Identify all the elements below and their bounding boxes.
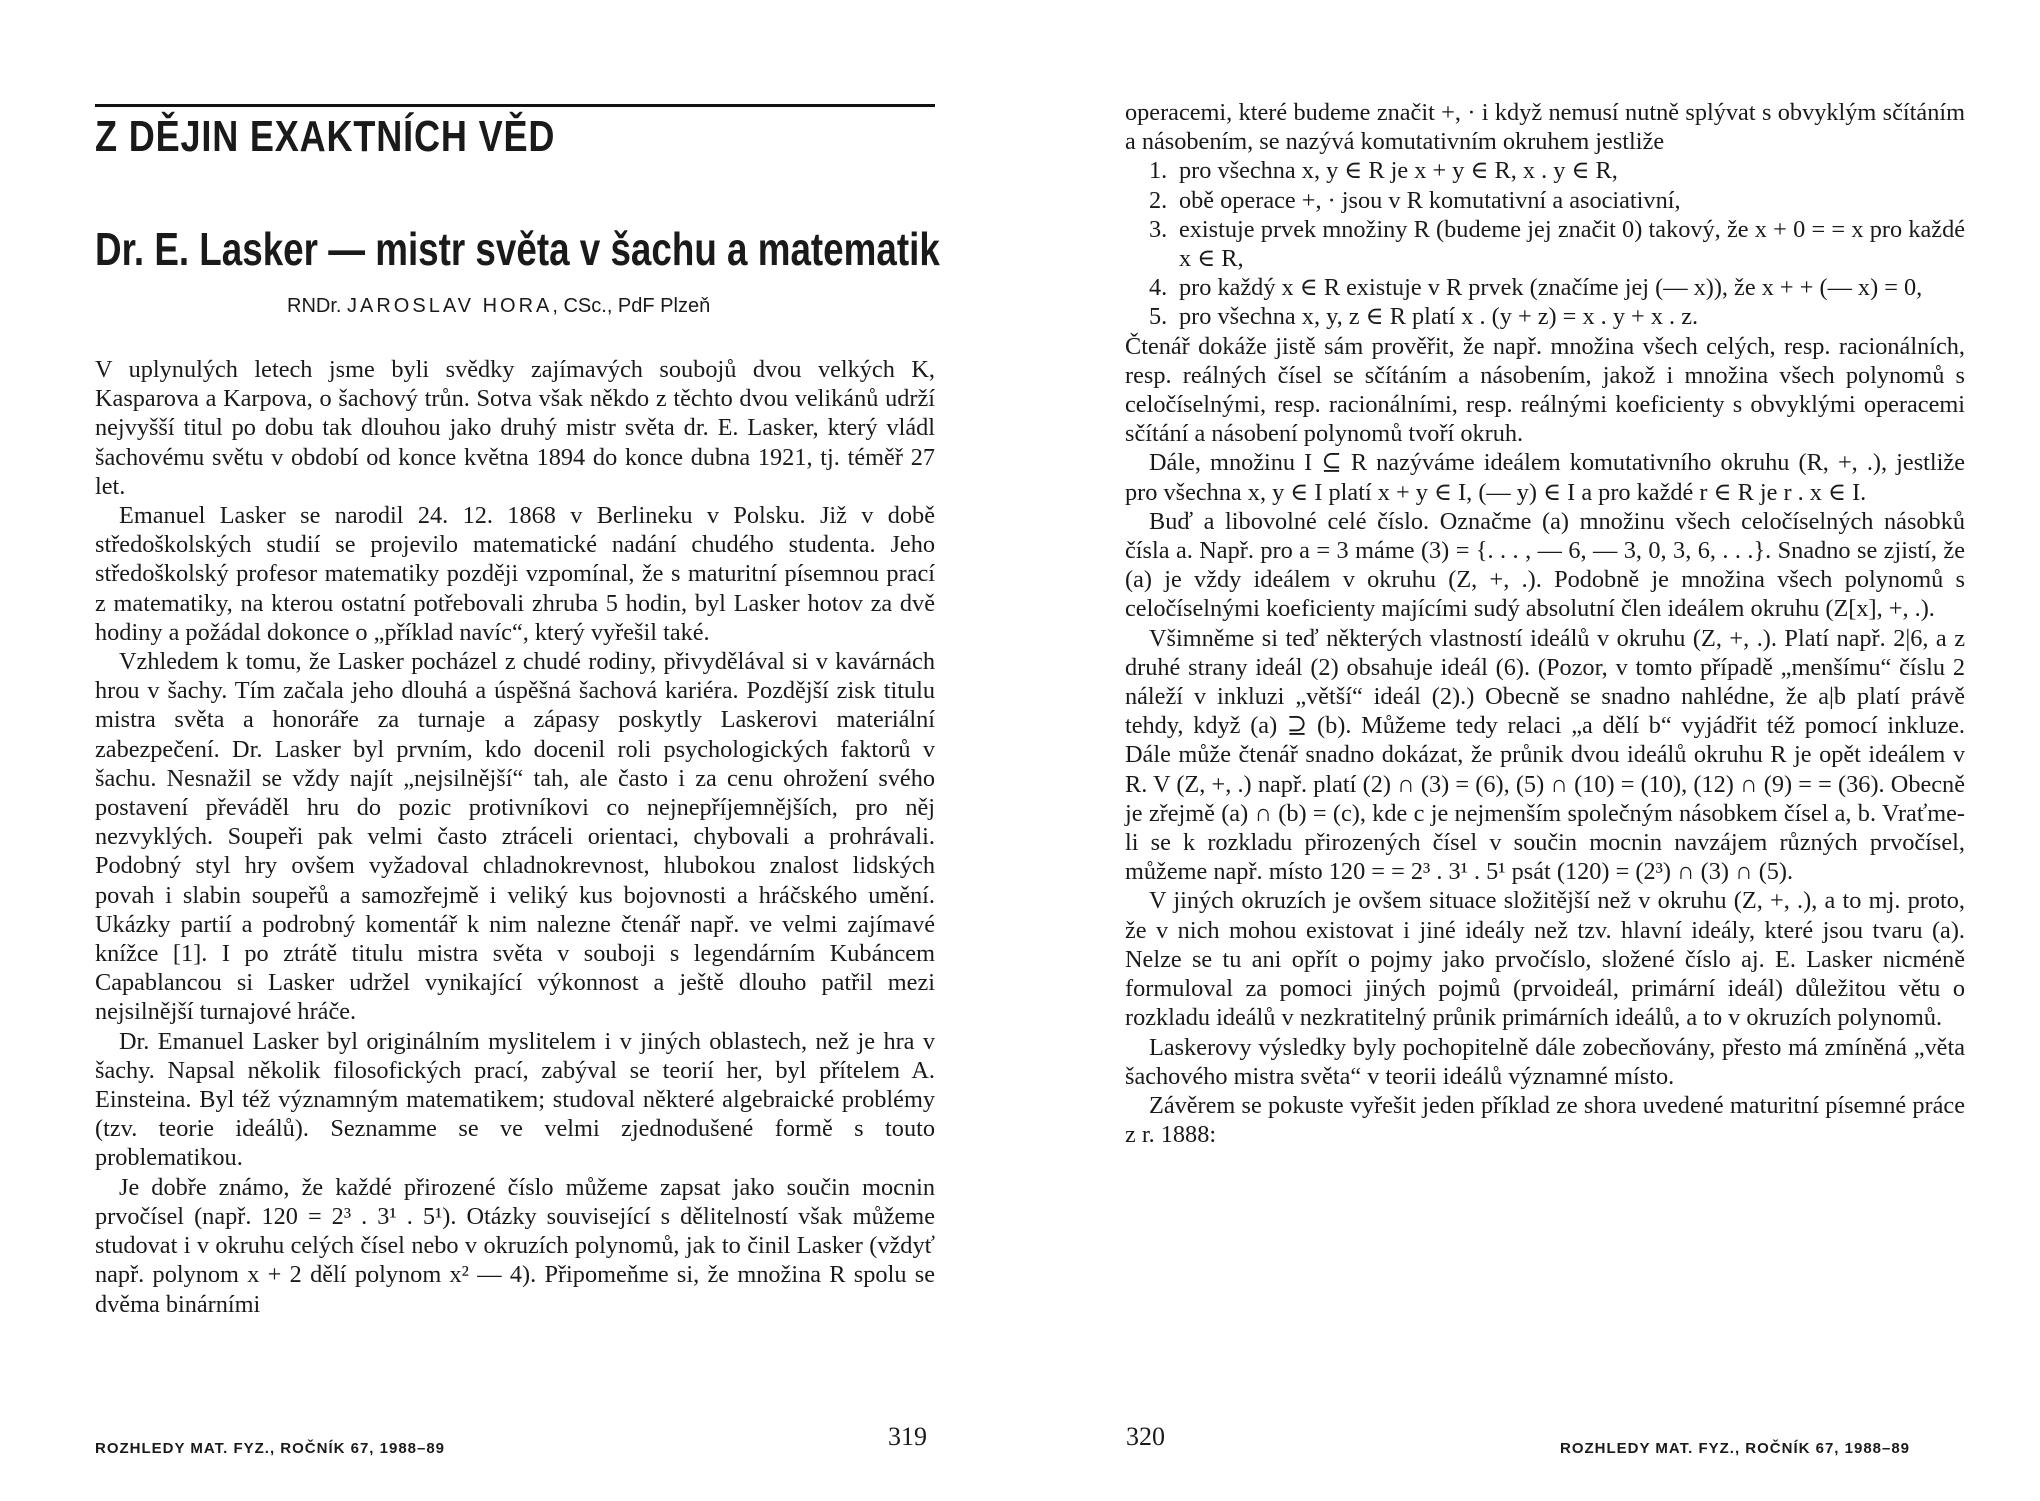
author-name: JAROSLAV HORA bbox=[347, 295, 553, 317]
paragraph: Laskerovy výsledky byly pochopitelně dále zobecňovány, přesto má zmíněná „věta šachového mistra světa“ v teorii ideálů významné místo. bbox=[1125, 1033, 1965, 1090]
page-number: 320 bbox=[1126, 1422, 1165, 1451]
section-title: Z DĚJIN EXAKTNÍCH VĚD bbox=[95, 112, 556, 161]
list-number: 5. bbox=[1149, 303, 1168, 331]
right-page bbox=[1020, 0, 2040, 1501]
list-item bbox=[1125, 273, 1965, 302]
list-number: 3. bbox=[1149, 215, 1168, 243]
list-text: pro všechna x, y ∈ R je x + y ∈ R, x . y ∈ R, bbox=[1179, 157, 1618, 185]
paragraph: Buď a libovolné celé číslo. Označme (a) množinu všech celočíselných násobků čísla a. Např. pro a = 3 máme (3) = {. . . , — 6, — 3, 0, 3, 6, . . .}. Snadno se zjistí, že (a) je vždy ideálem v okruhu (Z, +, .). Podobně je množina všech polynomů s celočíselnými koeficienty majícími sudý absolutní člen ideálem okruhu (Z[x], +, .). bbox=[1125, 507, 1965, 623]
list-text: pro každý x ∈ R existuje v R prvek (značíme jej (— x)), že x + + (— x) = 0, bbox=[1179, 274, 1923, 302]
list-item bbox=[1125, 186, 1965, 215]
list-text: obě operace +, · jsou v R komutativní a asociativní, bbox=[1179, 186, 1681, 214]
paragraph: Závěrem se pokuste vyřešit jeden příklad ze shora uvedené maturitní písemné práce z r. 1888: bbox=[1125, 1091, 1965, 1149]
paragraph: Emanuel Lasker se narodil 24. 12. 1868 v Berlineku v Polsku. Již v době středoškolských studií se projevilo matematické nadání chudého studenta. Jeho středoškolský profesor matematiky později vzpomínal, že s maturitní písemnou prací z matematiky, na kterou ostatní potřebovali zhruba 5 hodin, byl Lasker hotov za dvě hodiny a požádal dokonce o „příklad navíc“, který vyřešil také. bbox=[95, 502, 935, 646]
author-line bbox=[287, 295, 710, 318]
list-number: 2. bbox=[1149, 186, 1168, 214]
paragraph: Čtenář dokáže jistě sám prověřit, že např. množina všech celých, resp. racionálních, resp. reálných čísel se sčítáním a násobením, jakož i množina všech polynomů s celočíselnými, resp. racionálními, resp. reálnými koeficienty s obvyklými operacemi sčítání a násobení polynomů tvoří okruh. bbox=[1125, 332, 1965, 448]
page-number: 319 bbox=[888, 1422, 927, 1451]
author-prefix: RNDr. bbox=[287, 295, 342, 317]
author-suffix: , CSc., PdF Plzeň bbox=[552, 295, 711, 317]
paragraph: Dr. Emanuel Lasker byl originálním myslitelem i v jiných oblastech, než je hra v šachy. Napsal několik filosofických prací, zabýval se teorií her, byl přítelem A. Einsteina. Byl též významným matematikem; studoval některé algebraické problémy (tzv. teorie ideálů). Seznamme se ve velmi zjednodušené formě s touto problematikou. bbox=[95, 1027, 935, 1172]
paragraph: Všimněme si teď některých vlastností ideálů v okruhu (Z, +, .). Platí např. 2|6, a z druhé strany ideál (2) obsahuje ideál (6). (Pozor, v tomto případě „menšímu“ číslu 2 náleží v inkluzi „větší“ ideál (2).) Obecně se snadno nahlédne, že a|b platí právě tehdy, když (a) ⊇ (b). Můžeme tedy relaci „a dělí b“ vyjádřit též pomocí inkluze. Dále může čtenář snadno dokázat, že průnik dvou ideálů okruhu R je opět ideálem v R. V (Z, +, .) např. platí (2) ∩ (3) = (6), (5) ∩ (10) = (10), (12) ∩ (9) = = (36). Obecně je zřejmě (a) ∩ (b) = (c), kde c je nejmenším společným násobkem čísel a, b. Vraťme-li se k rozkladu přirozených čísel v součin mocnin navzájem různých prvočísel, můžeme např. místo 120 = = 2³ . 3¹ . 5¹ psát (120) = (2³) ∩ (3) ∩ (5). bbox=[1125, 624, 1965, 886]
paragraph: V uplynulých letech jsme byli svědky zajímavých soubojů dvou velkých K, Kasparova a Karpova, o šachový trůn. Sotva však někdo z těchto dvou velikánů udrží nejvyšší titul po dobu tak dlouhou jako druhý mistr světa dr. E. Lasker, který vládl šachovému světu v období od konce května 1894 do konce dubna 1921, tj. téměř 27 let. bbox=[95, 356, 935, 500]
right-body-text bbox=[1125, 98, 1965, 1149]
section-rule bbox=[95, 104, 935, 107]
list-item bbox=[1125, 215, 1965, 273]
list-number: 1. bbox=[1149, 157, 1168, 185]
list-item bbox=[1125, 156, 1965, 185]
left-body-text bbox=[95, 355, 935, 1319]
axiom-list bbox=[1125, 156, 1965, 331]
paragraph: V jiných okruzích je ovšem situace složitější než v okruhu (Z, +, .), a to mj. proto, že v nich mohou existovat i jiné ideály než tzv. hlavní ideály, které jsou tvaru (a). Nelze se tu ani opřít o pojmy jako prvočíslo, složené číslo aj. E. Lasker nicméně formuloval za pomoci jiných pojmů (prvoideál, primární ideál) důležitou větu o rozkladu ideálů v nezkratitelný průnik primárních ideálů, a to v okruzích polynomů. bbox=[1125, 887, 1965, 1032]
paragraph: operacemi, které budeme značit +, · i když nemusí nutně splývat s obvyklým sčítáním a násobením, se nazývá komutativním okruhem jestliže bbox=[1125, 99, 1965, 156]
list-item bbox=[1125, 302, 1965, 331]
article-title: Dr. E. Lasker — mistr světa v šachu a matematik bbox=[95, 223, 940, 275]
journal-footer: ROZHLEDY MAT. FYZ., ROČNÍK 67, 1988–89 bbox=[95, 1440, 446, 1457]
journal-footer: ROZHLEDY MAT. FYZ., ROČNÍK 67, 1988–89 bbox=[1560, 1440, 1911, 1457]
paragraph: Vzhledem k tomu, že Lasker pocházel z chudé rodiny, přivydělával si v kavárnách hrou v šachy. Tím začala jeho dlouhá a úspěšná šachová kariéra. Pozdější zisk titulu mistra světa a honoráře za turnaje a zápasy poskytly Laskerovi materiální zabezpečení. Dr. Lasker byl prvním, kdo docenil roli psychologických faktorů v šachu. Nesnažil se vždy najít „nejsilnější“ tah, ale často i za cenu ohrožení svého postavení převáděl hru do pozic protivníkovi co nejnepříjemnějších, pro něj nezvyklých. Soupeři pak velmi často ztráceli orientaci, chybovali a prohrávali. Podobný styl hry ovšem vyžadoval chladnokrevnost, hlubokou znalost lidských povah i slabin soupeřů a samozřejmě i veliký kus bojovnosti a hráčského umění. Ukázky partií a podrobný komentář k nim nalezne čtenář např. ve velmi zajímavé knížce [1]. I po ztrátě titulu mistra světa v souboji s legendárním Kubáncem Capablancou si Lasker udržel vynikající výkonnost a ještě dlouho patřil mezi nejsilnější turnajové hráče. bbox=[95, 648, 935, 1026]
paragraph: Dále, množinu I ⊆ R nazýváme ideálem komutativního okruhu (R, +, .), jestliže pro všechna x, y ∈ I platí x + y ∈ I, (— y) ∈ I a pro každé r ∈ R je r . x ∈ I. bbox=[1125, 449, 1965, 506]
list-number: 4. bbox=[1149, 274, 1168, 302]
list-text: pro všechna x, y, z ∈ R platí x . (y + z) = x . y + x . z. bbox=[1179, 303, 1699, 331]
paragraph: Je dobře známo, že každé přirozené číslo můžeme zapsat jako součin mocnin prvočísel (např. 120 = 2³ . 3¹ . 5¹). Otázky související s dělitelností však můžeme studovat i v okruhu celých čísel nebo v okruzích polynomů, jak to činil Lasker (vždyť např. polynom x + 2 dělí polynom x² — 4). Připomeňme si, že množina R spolu se dvěma binárními bbox=[95, 1173, 935, 1318]
list-text: existuje prvek množiny R (budeme jej značit 0) takový, že x + 0 = = x pro každé x ∈ R, bbox=[1179, 215, 1965, 273]
